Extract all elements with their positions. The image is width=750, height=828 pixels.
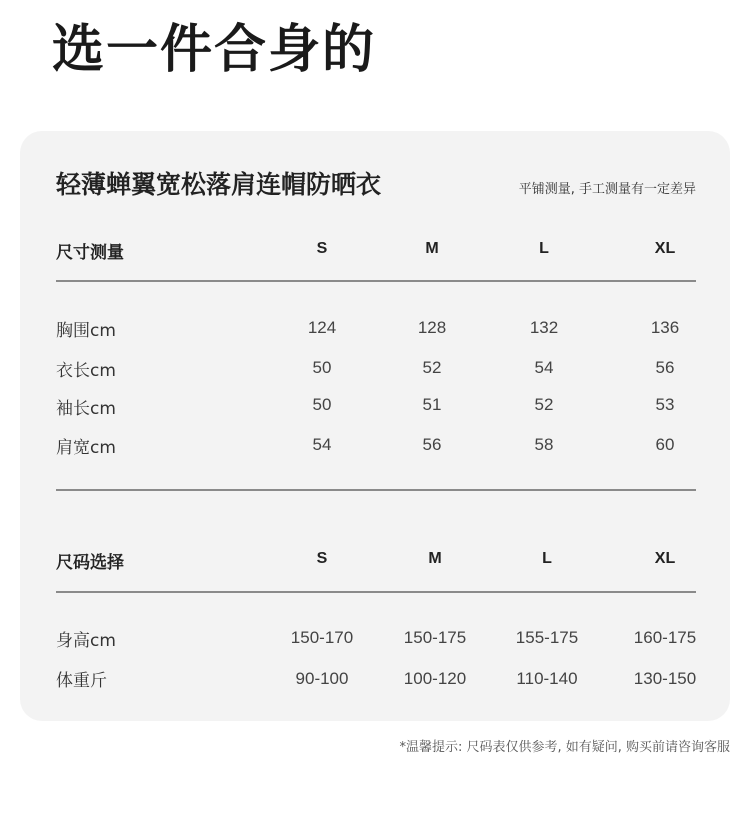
cell-weight-m: 100-120 — [403, 669, 467, 688]
cell-length-m: 52 — [422, 358, 442, 377]
cell-weight-s: 90-100 — [295, 669, 349, 688]
cell-length-l: 54 — [534, 358, 554, 377]
cell-weight-xl: 130-150 — [633, 669, 697, 688]
cell-height-s: 150-170 — [290, 628, 354, 647]
row-label-weight: 体重斤 — [56, 671, 107, 691]
cell-height-l: 155-175 — [515, 628, 579, 647]
row-label-sleeve: 袖长cm — [56, 399, 116, 419]
selection-size-l: L — [542, 550, 552, 567]
selection-header-divider — [56, 591, 696, 593]
measurement-size-xl: XL — [654, 240, 676, 257]
cell-shoulder-m: 56 — [422, 435, 442, 454]
size-selection-header: 尺码选择 — [56, 553, 124, 573]
cell-sleeve-l: 52 — [534, 395, 554, 414]
cell-shoulder-xl: 60 — [655, 435, 675, 454]
cell-height-xl: 160-175 — [633, 628, 697, 647]
row-label-height: 身高cm — [56, 631, 116, 651]
measure-note: 平铺测量, 手工测量有一定差异 — [518, 182, 696, 197]
measurement-size-s: S — [316, 240, 328, 257]
cell-chest-l: 132 — [529, 318, 559, 337]
measurement-size-l: L — [539, 240, 549, 257]
cell-height-m: 150-175 — [403, 628, 467, 647]
measurement-header: 尺寸测量 — [56, 243, 124, 263]
cell-weight-l: 110-140 — [516, 669, 578, 688]
size-chart-footnote: *温馨提示: 尺码表仅供参考, 如有疑问, 购买前请咨询客服 — [399, 740, 730, 755]
selection-size-m: M — [428, 550, 442, 567]
cell-chest-s: 124 — [307, 318, 337, 337]
measurement-header-divider — [56, 280, 696, 282]
page-title: 选一件合身的 — [52, 20, 377, 80]
measurement-size-m: M — [425, 240, 439, 257]
cell-chest-m: 128 — [417, 318, 447, 337]
row-label-shoulder: 肩宽cm — [56, 438, 116, 458]
cell-sleeve-xl: 53 — [655, 395, 675, 414]
cell-sleeve-s: 50 — [312, 395, 332, 414]
cell-shoulder-s: 54 — [312, 435, 332, 454]
selection-size-s: S — [316, 550, 328, 567]
cell-shoulder-l: 58 — [534, 435, 554, 454]
row-label-chest: 胸围cm — [56, 321, 116, 341]
cell-sleeve-m: 51 — [422, 395, 442, 414]
selection-size-xl: XL — [654, 550, 676, 567]
product-name: 轻薄蝉翼宽松落肩连帽防晒衣 — [56, 170, 382, 199]
size-chart-card — [20, 131, 730, 721]
row-label-length: 衣长cm — [56, 361, 116, 381]
cell-length-s: 50 — [312, 358, 332, 377]
cell-length-xl: 56 — [655, 358, 675, 377]
section-divider — [56, 489, 696, 491]
cell-chest-xl: 136 — [650, 318, 680, 337]
